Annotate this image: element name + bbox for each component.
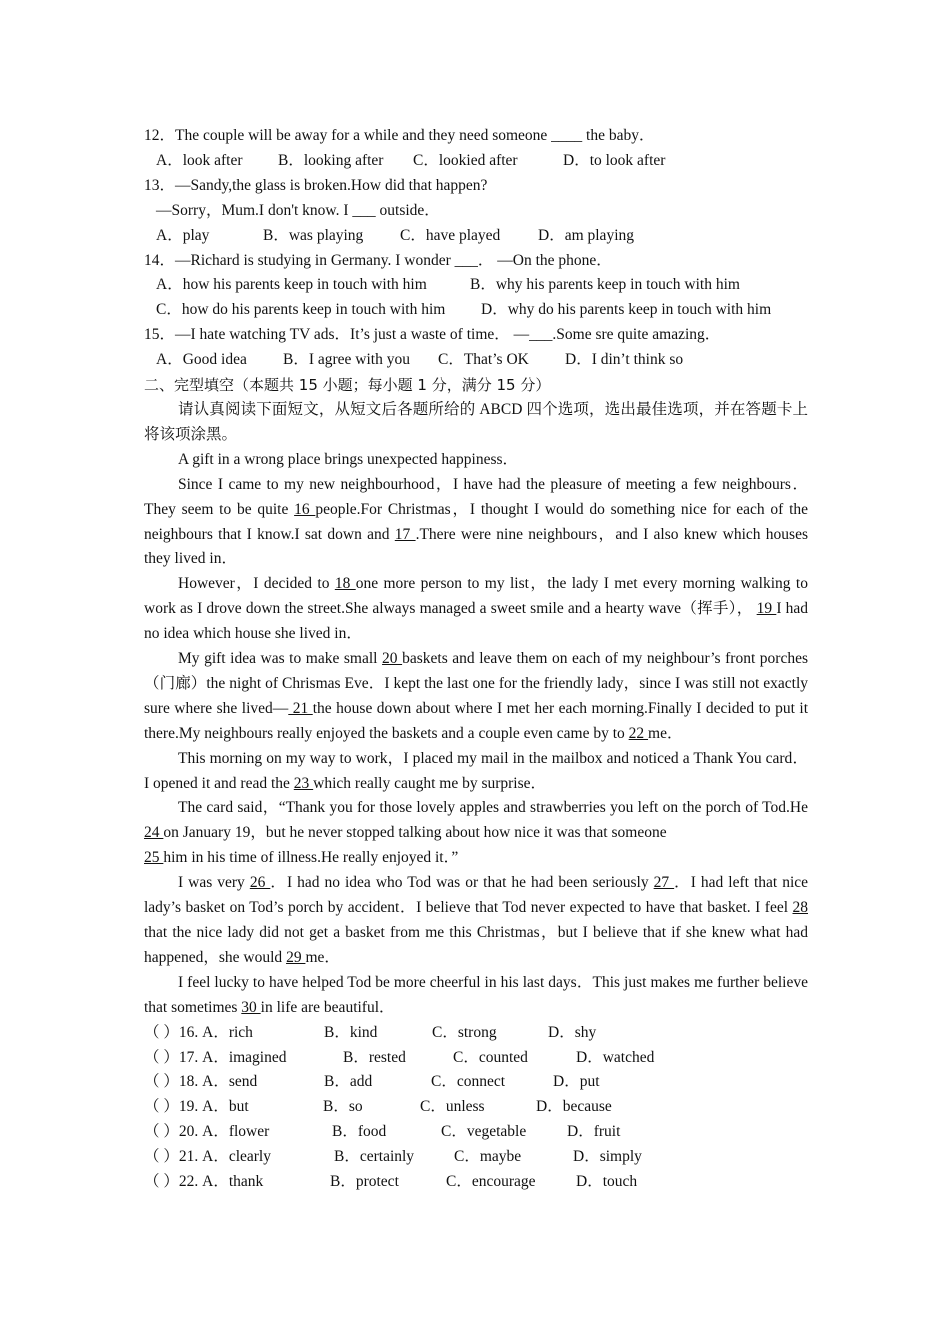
blank-24: 24 [144, 824, 164, 842]
q19-option-c: C．unless [420, 1098, 485, 1116]
q19-number-option-a: （ ）19. A．but [144, 1098, 249, 1116]
p6-text-4: that the nice lady did not get a basket from me this Christmas，but I believe that if she knew what had happened，she would [144, 924, 808, 966]
q12-option-b: B．looking after [278, 151, 384, 169]
q17-number-option-a: （ ）17. A．imagined [144, 1048, 287, 1066]
blank-19: 19 [756, 600, 777, 618]
q20-number-option-a: （ ）20. A．flower [144, 1123, 270, 1141]
q19-option-b: B．so [323, 1098, 363, 1116]
q19-option-d: D．because [536, 1098, 612, 1116]
q20-option-b: B．food [332, 1123, 387, 1141]
p5-text-3: him in his time of illness.He really enjoyed it．” [163, 849, 459, 867]
passage-paragraph-1 [144, 473, 808, 573]
p3-text-4: me． [648, 724, 683, 742]
cloze-question-21 [144, 1145, 808, 1170]
blank-28: 28 [792, 899, 808, 917]
q16-option-c: C．strong [432, 1023, 497, 1041]
q16-option-d: D．shy [548, 1023, 597, 1041]
section-heading: 二、完型填空（本题共 15 小题；每小题 1 分，满分 15 分） [144, 376, 551, 395]
p2-text-1: However，I decided to [178, 575, 335, 593]
q15-option-a: A．Good idea [156, 351, 247, 369]
q12-stem: 12．The couple will be away for a while and they need someone ____ the baby． [144, 127, 655, 144]
page-content [144, 124, 808, 1195]
p2-text-3: I had no idea which house she lived in． [144, 600, 809, 643]
q21-option-b: B．certainly [334, 1148, 415, 1166]
cloze-instruction: 请认真阅读下面短文，从短文后各题所给的 ABCD 四个选项，选出最佳选项，并在答题卡上将该项涂黑。 [144, 400, 808, 443]
q17-option-d: D．watched [576, 1048, 655, 1066]
q17-option-b: B．rested [343, 1048, 406, 1066]
q14-options-cd [144, 298, 808, 323]
q14-options-ab [144, 273, 808, 298]
q18-option-b: B．add [324, 1073, 373, 1091]
cloze-question-20 [144, 1120, 808, 1145]
q22-option-b: B．protect [330, 1173, 399, 1191]
q15-option-d: D．I din’t think so [565, 351, 684, 369]
p3-text-1: My gift idea was to make small [178, 650, 383, 668]
q18-option-d: D．put [553, 1073, 600, 1091]
p7-text-1: I feel lucky to have helped Tod be more cheerful in his last days．This just makes me further believe that sometimes [144, 973, 808, 1016]
q12-option-a: A．look after [156, 151, 243, 169]
passage-paragraph-7 [144, 971, 808, 1021]
p1-text-3: .There were nine neighbours，and I also knew which houses they lived in． [144, 525, 808, 568]
cloze-question-22 [144, 1170, 808, 1195]
q18-option-c: C．connect [431, 1073, 506, 1091]
q13-reply: —Sorry，Mum.I don't know. I ___ outside． [156, 201, 440, 219]
q13-options [144, 224, 808, 249]
q12-options [144, 149, 808, 174]
blank-18: 18 [334, 575, 356, 593]
blank-23: 23 [293, 774, 314, 792]
q22-option-d: D．touch [576, 1173, 638, 1191]
cloze-question-16 [144, 1021, 808, 1046]
q16-number-option-a: （ ）16. A．rich [144, 1023, 253, 1041]
p4-text-2: which really caught me by surprise． [313, 774, 547, 792]
p6-text-3: ．I had left that nice lady’s basket on Tod’s porch by accident．I believe that Tod never expected to have that basket. I feel [144, 874, 809, 917]
q17-option-c: C．counted [453, 1048, 528, 1066]
p6-text-1: I was very [178, 874, 250, 892]
q16-option-b: B．kind [324, 1023, 378, 1041]
p1-text-2: people.For Christmas，I thought I would do something nice for each of the neighbours that I know.I sat down and [144, 500, 809, 543]
q15-option-b: B．I agree with you [283, 351, 410, 369]
blank-20: 20 [382, 650, 403, 668]
p3-text-3: the house down about where I met her each morning.Finally I decided to put it there.My neighbours really enjoyed the baskets and a couple even came by to [144, 699, 809, 742]
passage-paragraph-6 [144, 871, 808, 971]
blank-22: 22 [628, 724, 649, 742]
q13-option-c: C．have played [400, 226, 501, 244]
passage-title: A gift in a wrong place brings unexpected happiness． [178, 450, 519, 468]
q20-option-c: C．vegetable [441, 1123, 527, 1141]
q18-number-option-a: （ ）18. A．send [144, 1073, 258, 1091]
q21-number-option-a: （ ）21. A．clearly [144, 1148, 271, 1166]
p7-text-2: in life are beautiful． [260, 998, 395, 1016]
q15-stem: 15．—I hate watching TV ads．It’s just a waste of time． —___.Some sre quite amazing． [144, 326, 721, 344]
q13-stem: 13．—Sandy,the glass is broken.How did that happen? [144, 176, 488, 194]
p3-text-2: baskets and leave them on each of my neighbour’s front porches（门廊）the night of Chrismas Eve．I kept the last one for the friendly lady，since I was still not exactly sure where she lived— [144, 650, 809, 717]
q14-option-d: D．why do his parents keep in touch with him [481, 301, 772, 319]
q14-option-b: B．why his parents keep in touch with him [470, 276, 740, 294]
q12-option-d: D．to look after [563, 151, 666, 169]
p2-text-2: one more person to my list，the lady I met every morning walking to work as I drove down the street.She always managed a sweet smile and a hearty wave（挥手）， [144, 575, 808, 618]
q13-option-b: B．was playing [263, 226, 364, 244]
q21-option-c: C．maybe [454, 1148, 522, 1166]
blank-30: 30 [241, 998, 261, 1016]
p5-text-2: on January 19，but he never stopped talking about how nice it was that someone [163, 824, 667, 842]
passage-paragraph-2 [144, 572, 808, 647]
blank-26: 26 [249, 874, 271, 892]
blank-16: 16 [294, 500, 316, 518]
passage-paragraph-4 [144, 747, 808, 797]
blank-21: 21 [288, 699, 313, 717]
q13-option-d: D．am playing [538, 226, 634, 244]
p6-text-2: ．I had no idea who Tod was or that he had been seriously [270, 874, 654, 892]
p5-text-1: The card said，“Thank you for those lovely apples and strawberries you left on the porch of Tod.He [178, 799, 808, 817]
blank-25: 25 [144, 849, 164, 867]
q22-number-option-a: （ ）22. A．thank [144, 1173, 264, 1191]
passage-paragraph-5 [144, 796, 808, 871]
q14-option-c: C．how do his parents keep in touch with him [156, 301, 446, 319]
q22-option-c: C．encourage [446, 1173, 536, 1191]
blank-17: 17 [394, 525, 416, 543]
q14-stem: 14．—Richard is studying in Germany. I wonder ___． —On the phone． [144, 251, 612, 269]
q15-options [144, 348, 808, 373]
cloze-question-17 [144, 1046, 808, 1071]
q14-option-a: A．how his parents keep in touch with him [156, 276, 427, 294]
q20-option-d: D．fruit [567, 1123, 621, 1141]
q12-option-c: C．lookied after [413, 151, 518, 169]
p6-text-5: me． [305, 948, 340, 966]
p4-text-1: This morning on my way to work，I placed my mail in the mailbox and noticed a Thank You card．I opened it and read the [144, 749, 808, 792]
cloze-question-19 [144, 1095, 808, 1120]
q15-option-c: C．That’s OK [438, 351, 529, 369]
p1-text-1: Since I came to my new neighbourhood，I have had the pleasure of meeting a few neighbours． They seem to be quite [144, 475, 808, 518]
q21-option-d: D．simply [573, 1148, 642, 1166]
blank-29: 29 [286, 948, 306, 966]
q13-option-a: A．play [156, 226, 210, 244]
passage-paragraph-3 [144, 647, 808, 747]
blank-27: 27 [653, 874, 675, 892]
cloze-question-18 [144, 1070, 808, 1095]
